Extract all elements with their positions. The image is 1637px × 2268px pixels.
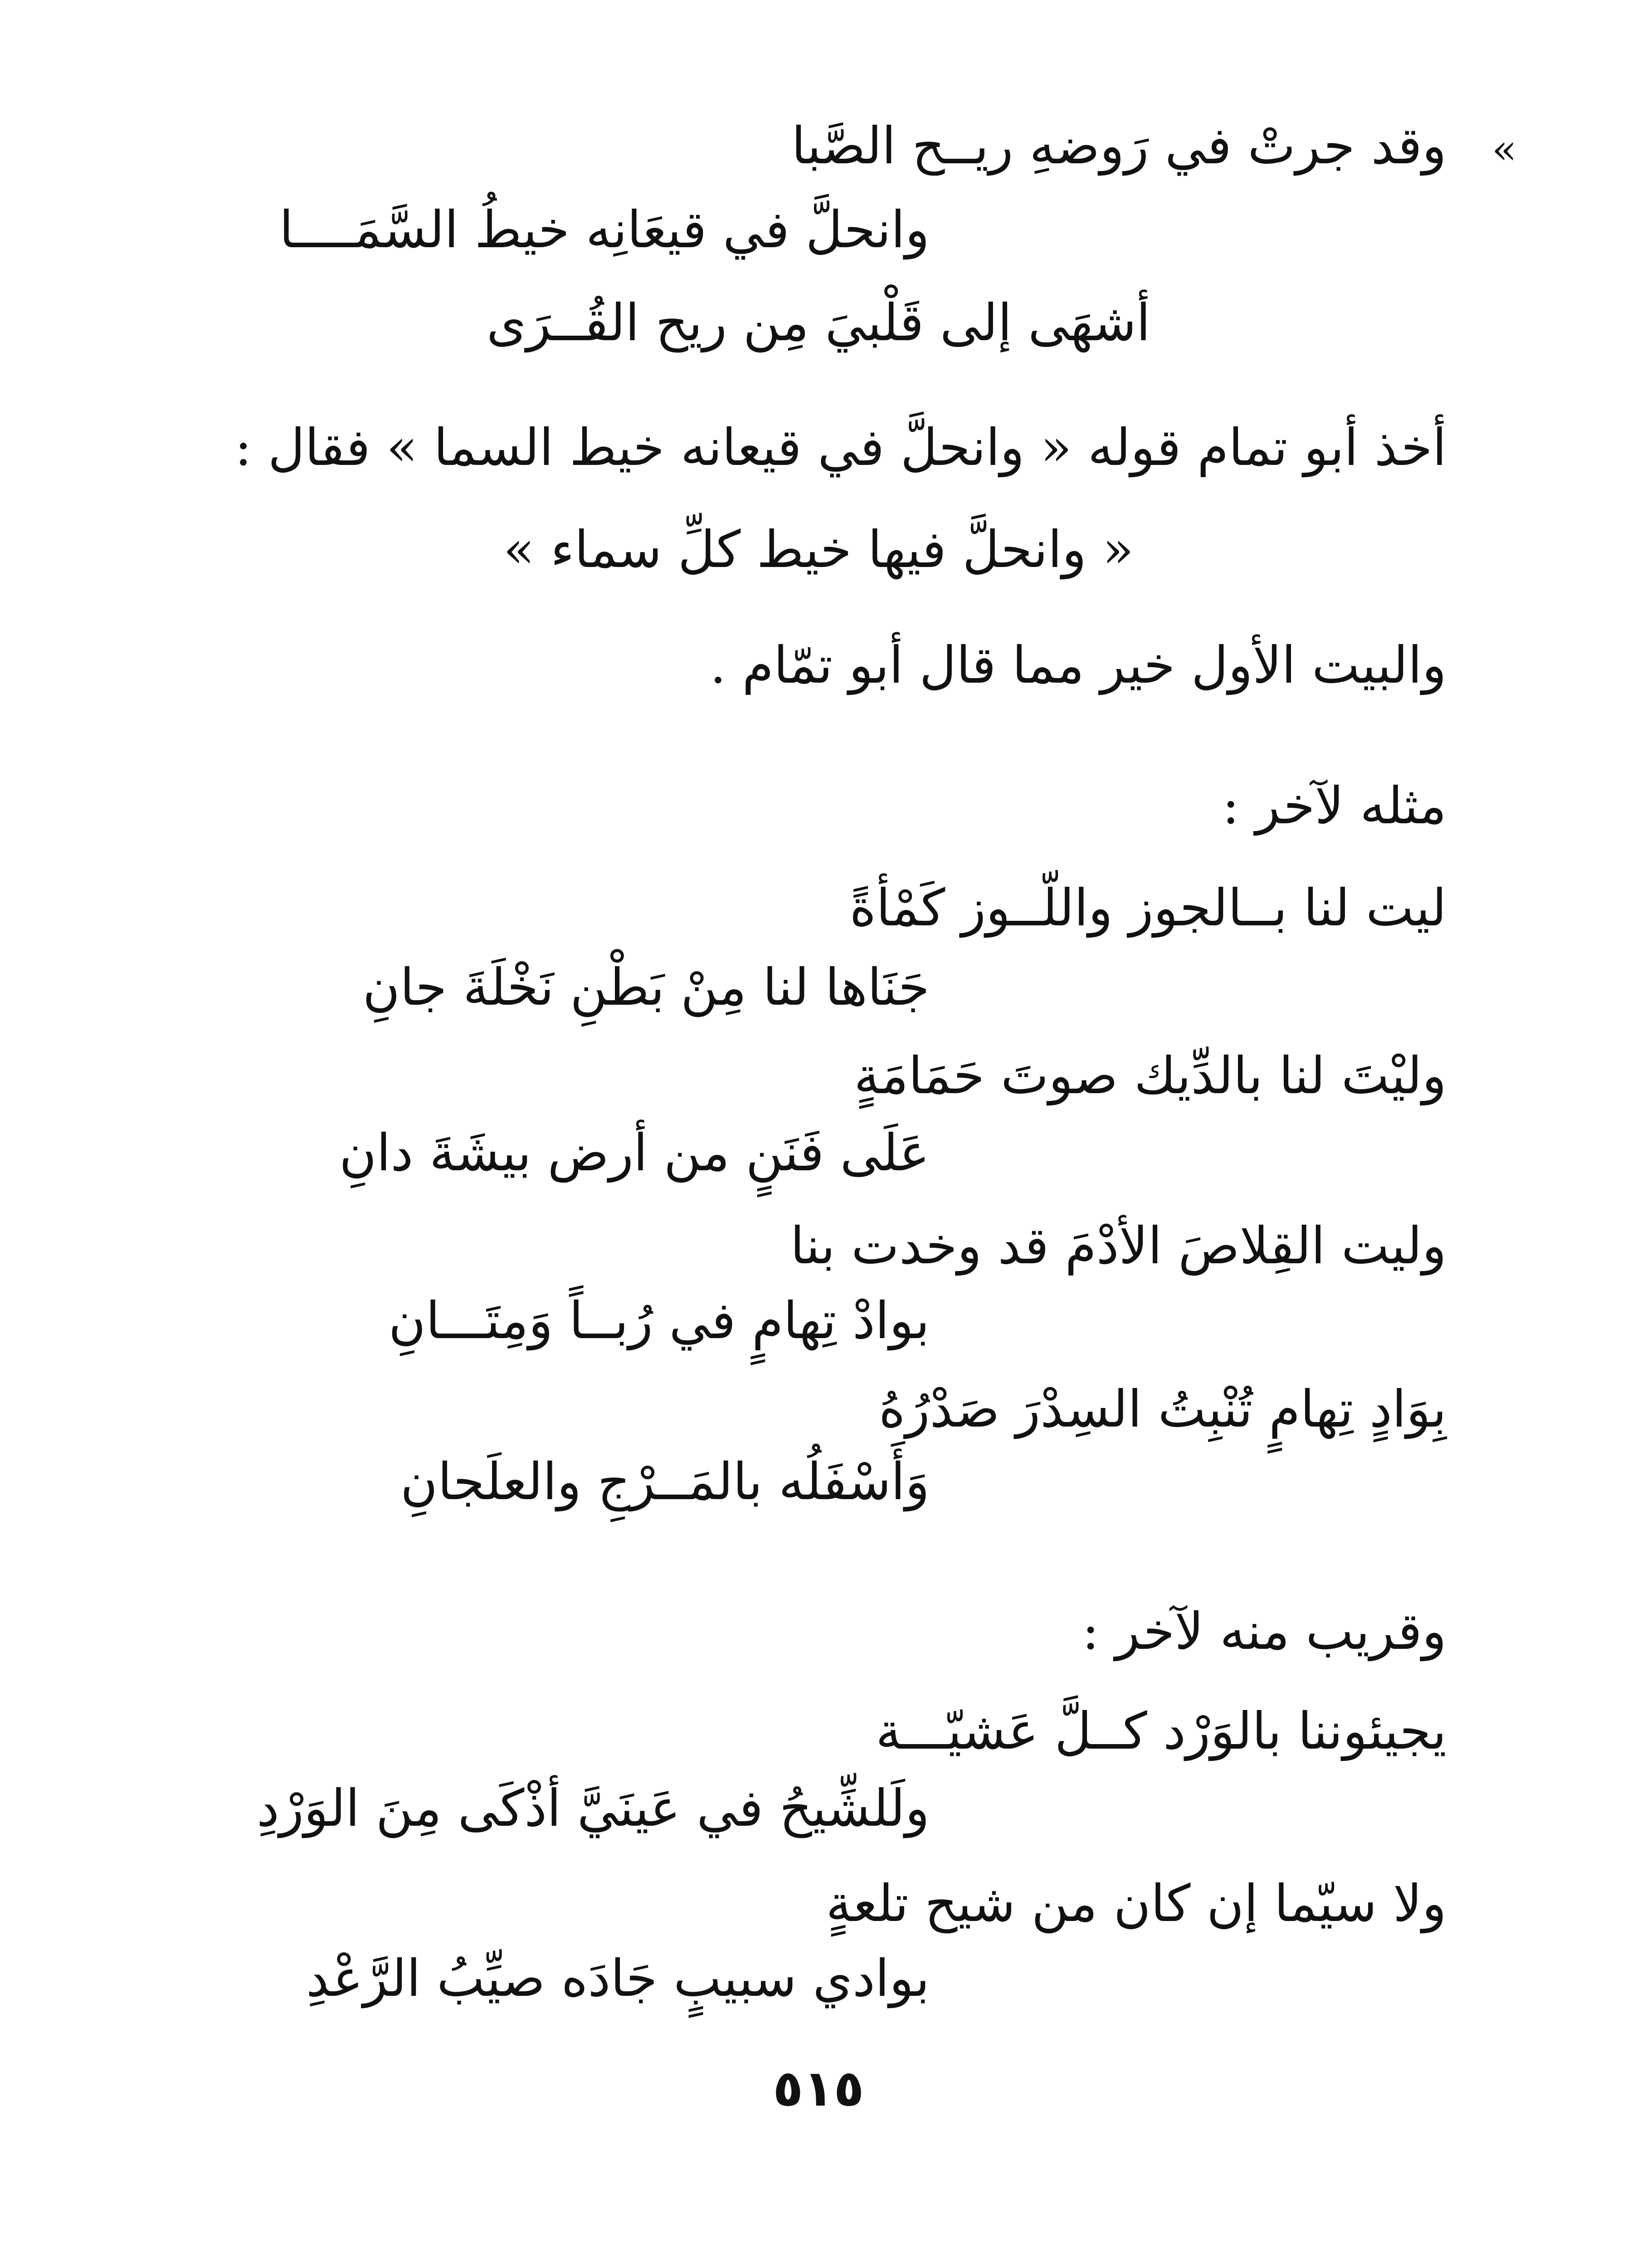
verse-line-5: جَنَاها لنا مِنْ بَطْنِ نَخْلَةَ جانِ: [362, 958, 930, 1017]
verse-line-11: وَأَسْفَلُه بالمَــرْجِ والعلَجانِ: [400, 1452, 930, 1511]
heading-line-1: مثله لآخر :: [1222, 777, 1447, 836]
verse-line-1: وقد جرتْ في رَوضهِ ريــح الصَّبا: [791, 117, 1447, 176]
verse-line-15: بوادي سبيبٍ جَادَه صيِّبُ الرَّعْدِ: [306, 1949, 930, 2008]
verse-line-13: ولَلشِّيحُ في عَينَيَّ أذْكَى مِنَ الوَرْدِ: [257, 1779, 930, 1838]
margin-mark: »: [1491, 126, 1517, 173]
heading-line-2: وقريب منه لآخر :: [1082, 1602, 1447, 1661]
page-number: ٥١٥: [773, 2059, 864, 2117]
prose-line-2: والبيت الأول خير مما قال أبو تمّام .: [710, 636, 1447, 695]
prose-line-1: أخذ أبو تمام قوله « وانحلَّ في قيعانه خيط السما » فقال :: [234, 418, 1447, 477]
verse-line-12: يجيئوننا بالوَرْد كــلَّ عَشيّـــة: [876, 1702, 1447, 1761]
verse-line-8: وليت القِلاصَ الأدْمَ قد وخدت بنا: [790, 1217, 1447, 1276]
verse-line-6: وليْتَ لنا بالدِّيك صوتَ حَمَامَةٍ: [854, 1046, 1447, 1105]
verse-line-9: بوادْ تِهامٍ في رُبــاً وَمِتَـــانِ: [388, 1291, 930, 1350]
verse-line-7: عَلَى فَنَنٍ من أرض بيشَةَ دانِ: [339, 1124, 930, 1183]
verse-line-10: بِوَادٍ تِهامٍ تُنْبِتُ السِدْرَ صَدْرُهُ: [878, 1380, 1447, 1439]
verse-line-2: وانحلَّ في قيعَانِه خيطُ السَّمَــــا: [279, 200, 930, 259]
verse-line-14: ولا سيّما إن كان من شيح تلعةٍ: [826, 1874, 1447, 1933]
verse-line-3: أشهَى إلى قَلْبيَ مِن ريح القُــرَى: [486, 293, 1151, 352]
verse-line-4: ليت لنا بــالجوز واللّــوز كَمْأةً: [849, 879, 1447, 938]
quote-line: « وانحلَّ فيها خيط كلِّ سماء »: [503, 520, 1134, 579]
